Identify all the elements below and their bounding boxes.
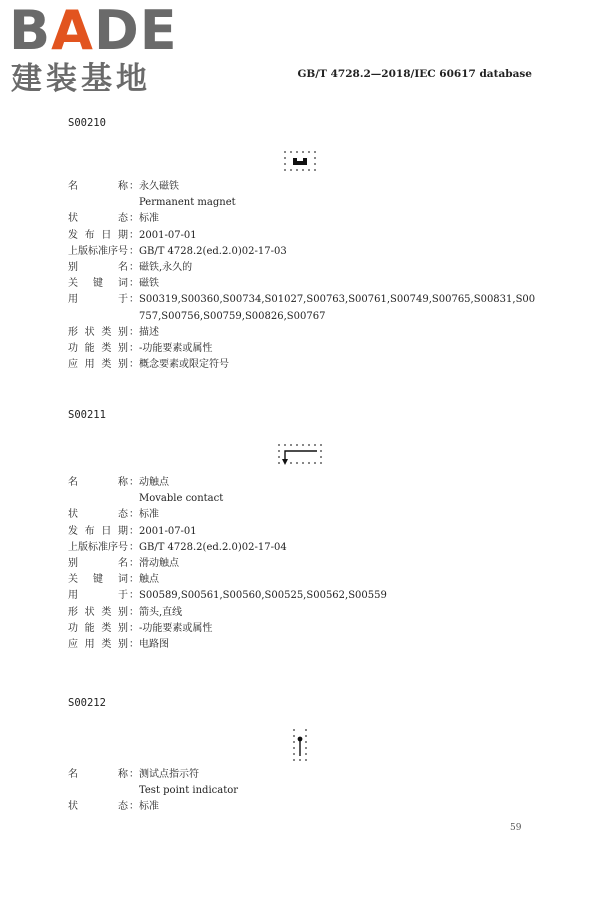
name-en: Test point indicator [139,785,239,797]
field-name: 名 称： 动触点 [68,475,540,491]
field-function-class: 功 能 类 别： -功能要素或属性 [68,343,213,355]
field-shape-class: 形 状 类 别： 描述 [68,326,159,338]
field-publish-date: 发 布 日 期： 2001-07-01 [68,525,197,537]
page-number: 59 [510,823,522,833]
logo-accent-letter: A [51,0,94,62]
document-reference: GB/T 4728.2—2018/IEC 60617 database [297,68,532,80]
entry-fields [68,767,540,816]
field-name: 名 称： 测试点指示符 [68,767,540,783]
field-status: 状 态： 标准 [68,801,159,813]
field-shape-class: 形 状 类 别： 箭头,直线 [68,606,183,618]
name-cn: 永久磁铁 [139,181,179,192]
movable-contact-arrow-icon [277,443,325,469]
field-used-in: 用 于： S00589,S00561,S00560,S00525,S00562,S00559 [68,590,387,602]
field-status: 状 态： 标准 [68,213,159,225]
entry-fields [68,179,540,373]
field-alias: 别 名： 滑动触点 [68,558,179,570]
name-cn: 测试点指示符 [139,769,199,780]
entry-fields [68,475,540,653]
field-name: 名 称： 永久磁铁 [68,179,540,195]
field-application-class: 应 用 类 别： 概念要素或限定符号 [68,359,229,371]
logo-wordmark: BADE [9,0,178,62]
field-alias: 别 名： 磁铁,永久的 [68,262,193,274]
field-publish-date: 发 布 日 期： 2001-07-01 [68,229,197,241]
field-application-class: 应 用 类 别： 电路图 [68,639,169,651]
entry-code: S00211 [68,409,106,421]
name-en: Movable contact [139,493,224,505]
name-cn: 动触点 [139,477,169,488]
field-used-in: 用 于： S00319,S00360,S00734,S01027,S00763,S00761,S00749,S00765,S00831,S00757,S00756,S00759,S00826,S00767 [68,294,536,322]
field-prev-standard: 上 版 标 准 序 号： GB/T 4728.2(ed.2.0)02-17-04 [68,541,287,553]
field-prev-standard: 上 版 标 准 序 号： GB/T 4728.2(ed.2.0)02-17-03 [68,245,287,257]
bade-logo [9,0,179,97]
field-function-class: 功 能 类 别： -功能要素或属性 [68,622,213,634]
field-keywords: 关 键 词： 磁铁 [68,278,159,290]
name-en: Permanent magnet [139,197,236,209]
entry-code: S00210 [68,117,106,129]
field-keywords: 关 键 词： 触点 [68,574,159,586]
field-status: 状 态： 标准 [68,509,159,521]
test-point-indicator-icon [292,728,308,766]
logo-chinese-name: 建装基地 [11,61,151,97]
entry-code: S00212 [68,697,106,709]
permanent-magnet-symbol-icon [283,150,317,176]
